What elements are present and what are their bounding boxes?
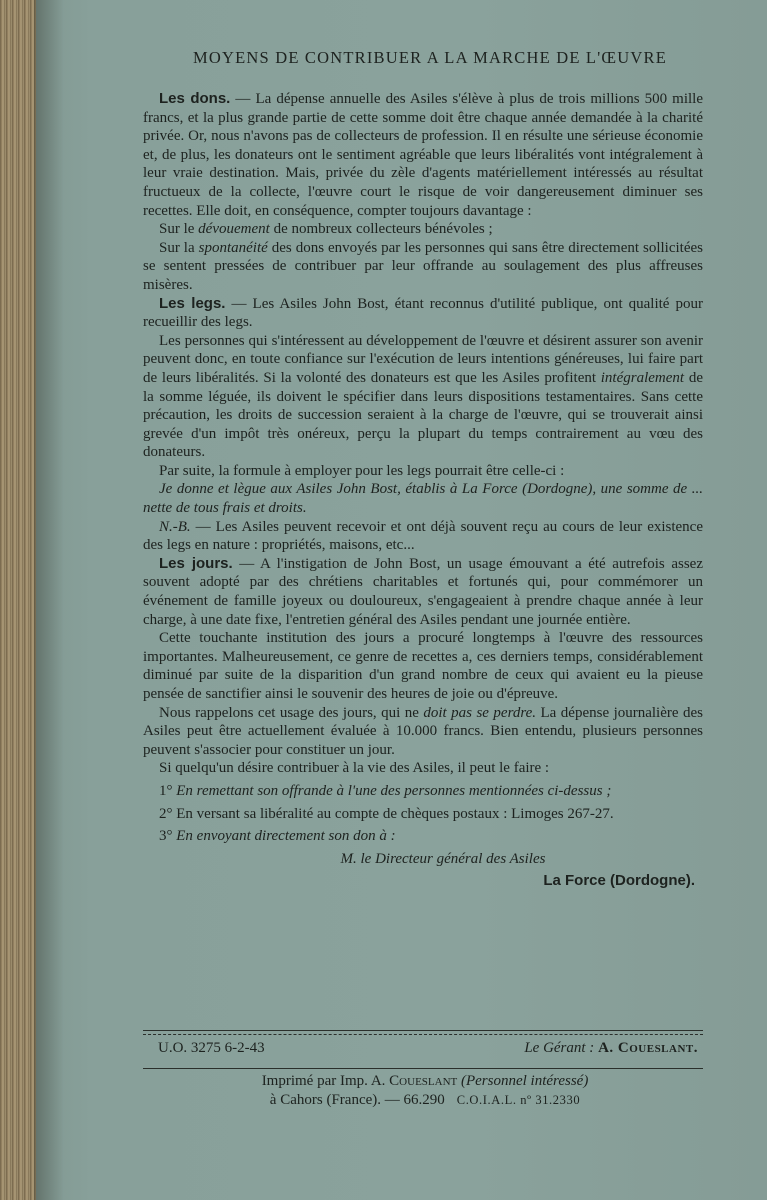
uo-reference: U.O. 3275 6-2-43 [158, 1040, 265, 1056]
binding-shadow [34, 0, 64, 1200]
italic-span: spontanéité [198, 239, 268, 256]
footer-line [158, 1040, 698, 1057]
italic-span: dévouement [198, 221, 270, 238]
legs-nb [143, 518, 703, 555]
legs-formula-intro: Par suite, la formule à employer pour les legs pourrait être celle-ci : [159, 462, 565, 479]
legs-formula: Je donne et lègue aux Asiles John Bost, établis à La Force (Dordogne), une somme de ... nette de tous frais et droits. [143, 481, 703, 517]
italic-span: intégralement [600, 369, 685, 386]
text-span: de la somme léguée, ils doivent le spécifier dans leurs dispositions testamentaires. Sans cette précaution, les droits de succession seraient à la charge de l'œuvre, qui se trouverait ainsi grevée d'un impôt très onéreux, perçu la plupart du temps contrairement au vœu des donateurs. [143, 369, 703, 461]
jours-rappel [143, 704, 703, 760]
jours-heading: Les jours. [159, 554, 233, 572]
dons-text: — La dépense annuelle des Asiles s'élève à plus de trois millions 500 mille francs, et la plus grande partie de cette somme doit être chaque année demandée à la charité privée. Or, nous n'avons pas de collecteurs de profession. Il en résulte une sérieuse économie et, de plus, les donateurs ont le sentiment agréable que leurs libéralités vont intégralement à leur vraie destination. Mais, privée du zèle d'agents matériellement intéressés au résultat fructueux de la collecte, l'œuvre court le risque de voir dangereusement diminuer ses recettes. Elle doit, en conséquence, compter toujours davantage : [143, 91, 703, 219]
text-span: Nous rappelons cet usage des jours, qui ne [159, 704, 424, 721]
text-span: — Les Asiles peuvent recevoir et ont déjà souvent reçu au cours de leur existence des legs en nature : propriétés, maisons, etc... [143, 518, 703, 554]
dons-heading: Les dons. [159, 90, 231, 107]
method-3 [143, 827, 703, 846]
jours-institution: Cette touchante institution des jours a procuré longtemps à l'œuvre des ressources importantes. Malheureusement, ce genre de recettes a, ces derniers temps, considérablement diminué par suite de la disparition d'un grand nombre de ceux qui avaient eu la pieuse pensée de sanctifier ainsi le souvenir des heures de joie ou d'épreuve. [143, 630, 703, 702]
method-1 [143, 782, 703, 801]
printer-imprint [160, 1072, 690, 1110]
text-span: Sur la [159, 239, 199, 256]
method-2 [143, 805, 703, 824]
legs-text: — Les Asiles John Bost, étant reconnus d'utilité publique, ont qualité pour recueillir des legs. [143, 295, 703, 331]
method-text: En remettant son offrande à l'une des personnes mentionnées ci-dessus ; [176, 782, 612, 799]
imprint-line-1 [160, 1072, 690, 1091]
dons-paragraph [143, 90, 703, 220]
text-span: La dépense journalière des Asiles peut être actuellement évaluée à 10.000 francs. Bien entendu, plusieurs personnes peuvent s'associer pour constituer un jour. [143, 704, 703, 758]
legs-body [143, 332, 703, 462]
italic-span: doit pas se perdre. [423, 704, 537, 721]
methods-list [143, 782, 703, 846]
method-number: 1° [159, 782, 177, 799]
book-binding [0, 0, 36, 1200]
printer-name: Coueslant [389, 1073, 458, 1089]
jours-paragraph [143, 555, 703, 629]
gerant-label: Le Gérant : [524, 1040, 599, 1056]
address-place: La Force (Dordogne). [543, 872, 695, 890]
text-span: Imprimé par Imp. A. [261, 1073, 390, 1089]
text-span: à Cahors (France). — 66.290 [269, 1092, 445, 1108]
text-span: Les personnes qui s'intéressent au développement de l'œuvre et désirent assurer son avenir peuvent donc, en toute confiance sur l'exécution de leurs intentions généreuses, lui faire part de leurs libéralités. Si la volonté des donateurs est que les Asiles profitent [143, 332, 703, 386]
gerant-name: A. Coueslant. [598, 1040, 698, 1056]
footer-rule-bottom [143, 1068, 703, 1069]
text-span: de nombreux collecteurs bénévoles ; [269, 221, 493, 238]
page-header: MOYENS DE CONTRIBUER A LA MARCHE DE L'ŒUVRE [193, 48, 667, 67]
method-text: En envoyant directement son don à : [176, 828, 396, 845]
imprint-line-2 [160, 1091, 690, 1110]
text-span: des dons envoyés par les personnes qui sans être directement sollicitées se sentent pressées de contribuer par leur offrande au soulagement des plus affreuses misères. [143, 239, 703, 293]
jours-contribuer: Si quelqu'un désire contribuer à la vie des Asiles, il peut le faire : [159, 760, 550, 777]
footer-rule [143, 1030, 703, 1035]
legs-heading: Les legs. [159, 294, 226, 312]
address-recipient: M. le Directeur général des Asiles [340, 850, 546, 867]
method-number: 2° [159, 805, 177, 822]
jours-text: — A l'instigation de John Bost, un usage émouvant a été autrefois assez souvent adopté par des chrétiens charitables et fortunés qui, pour commémorer un événement de famille joyeux ou douloureux, s'engageaient à prendre chaque année à leur charge, à une date fixe, l'entretien général des Asiles pendant une journée entière. [143, 555, 703, 628]
dons-spontaneite [143, 239, 703, 295]
italic-span: (Personnel intéressé) [460, 1073, 589, 1089]
gerant [524, 1040, 698, 1057]
dons-devouement [143, 220, 703, 239]
italic-span: N.-B. [159, 518, 191, 535]
legs-paragraph [143, 295, 703, 332]
method-number: 3° [159, 828, 177, 845]
text-span: Sur le [159, 221, 199, 238]
coial-number: C.O.I.A.L. nº 31.2330 [456, 1093, 581, 1107]
method-text: En versant sa libéralité au compte de chèques postaux : Limoges 267-27. [176, 805, 614, 822]
body-text [143, 90, 703, 891]
